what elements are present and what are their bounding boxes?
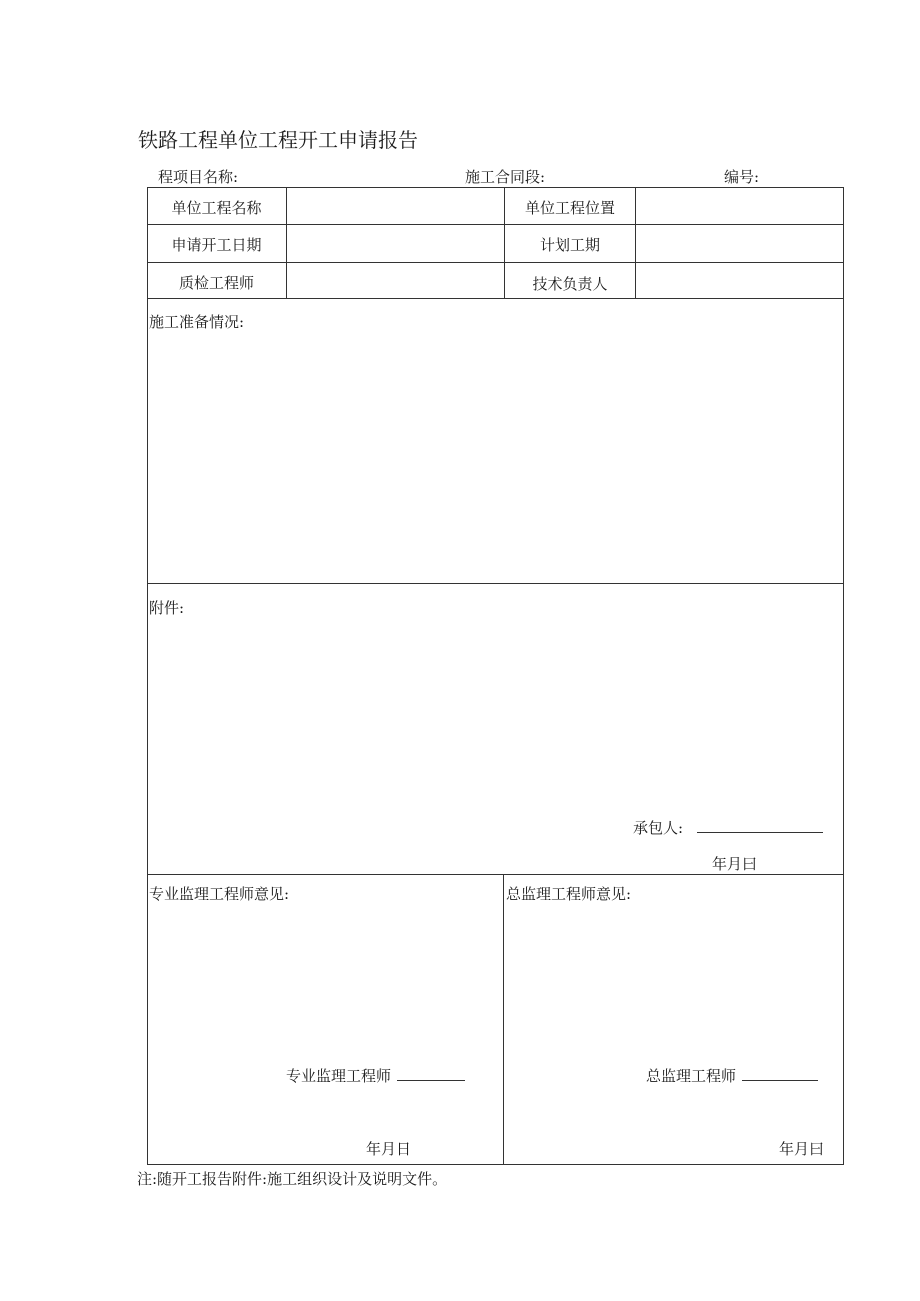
specialist-opinion-label: 专业监理工程师意见: [149, 885, 290, 903]
application-form [147, 187, 844, 1165]
specialist-signature-line[interactable] [397, 1066, 465, 1081]
chief-date-label: 年月曰 [779, 1140, 825, 1158]
unit-name-field[interactable] [287, 187, 504, 224]
project-name-label: 程项目名称: [158, 168, 239, 186]
number-label: 编号: [724, 168, 760, 186]
chief-signer-label: 总监理工程师 [646, 1067, 737, 1085]
tech-lead-field[interactable] [636, 263, 843, 298]
planned-duration-label: 计划工期 [539, 236, 600, 254]
chief-signature [646, 1065, 818, 1086]
attach-date-label: 年月曰 [712, 855, 758, 873]
border-left [147, 187, 148, 1165]
unit-location-field[interactable] [636, 187, 843, 224]
unit-name-label: 单位工程名称 [171, 199, 262, 217]
quality-engineer-field[interactable] [287, 263, 504, 298]
quality-engineer-label: 质检工程师 [178, 274, 254, 292]
row-divider [147, 874, 844, 875]
apply-date-label: 申请开工日期 [171, 236, 262, 254]
border-right [843, 187, 844, 1165]
border-bottom [147, 1164, 844, 1165]
prep-section-label: 施工准备情况: [149, 313, 245, 331]
chief-opinion-label: 总监理工程师意见: [506, 885, 632, 903]
specialist-date-label: 年月日 [366, 1140, 412, 1158]
contractor-signature [633, 817, 823, 838]
planned-duration-field[interactable] [636, 225, 843, 262]
column-divider [503, 874, 504, 1165]
specialist-signer-label: 专业监理工程师 [286, 1067, 392, 1085]
page-title: 铁路工程单位工程开工申请报告 [138, 128, 418, 152]
contractor-signature-line[interactable] [697, 818, 823, 833]
contract-section-label: 施工合同段: [465, 168, 546, 186]
row-divider [147, 583, 844, 584]
specialist-signature [286, 1065, 465, 1086]
tech-lead-label: 技术负责人 [532, 275, 608, 293]
row-divider [147, 298, 844, 299]
unit-location-label: 单位工程位置 [524, 199, 615, 217]
chief-signature-line[interactable] [742, 1066, 818, 1081]
contractor-label: 承包人: [633, 819, 684, 837]
attach-section-label: 附件: [149, 599, 185, 617]
footnote: 注:随开工报告附件:施工组织设计及说明文件。 [137, 1170, 448, 1188]
apply-date-field[interactable] [287, 225, 504, 262]
